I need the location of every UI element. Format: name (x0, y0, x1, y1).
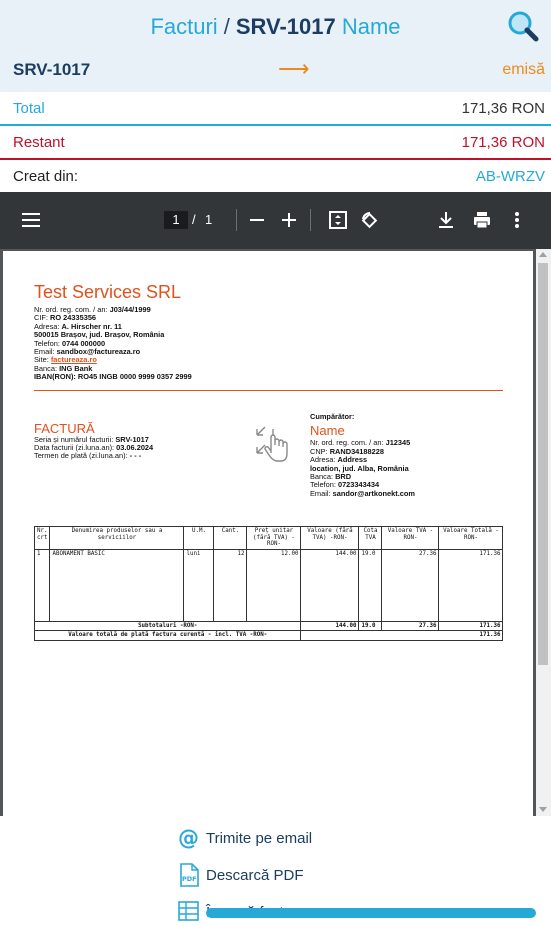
cell-vat-rate: 19.0 (359, 549, 382, 621)
table-row (35, 549, 503, 621)
subtotal-row (35, 621, 503, 631)
grand-total-label: Valoare totală de plată factura curentă - incl. TVA -RON- (35, 631, 301, 641)
detail-label: Data facturii (zi.luna.an): (34, 443, 117, 453)
svg-text:PDF: PDF (182, 875, 197, 883)
detail-label: Email: (310, 488, 333, 498)
title-doc-name: Name (341, 14, 401, 39)
rotate-icon[interactable] (360, 211, 378, 229)
detail-value: sandbox@factureaza.ro (56, 347, 141, 357)
seller-details (34, 306, 192, 382)
detail-label: Termen de plată (zi.luna.an): (34, 451, 130, 461)
cell-value: 144.00 (301, 549, 359, 621)
search-icon (505, 9, 541, 45)
detail-value: - - - (129, 451, 142, 461)
toolbar-divider (236, 209, 237, 231)
table-icon (178, 900, 200, 924)
detail-value: ING Bank (59, 363, 93, 373)
detail-label: Telefon: (310, 480, 338, 490)
zoom-in-icon[interactable] (282, 212, 296, 228)
detail-value: 03.06.2024 (116, 443, 154, 453)
buyer-heading: Cumpărător: (310, 412, 355, 421)
detail-link[interactable]: factureaza.ro (50, 355, 97, 365)
detail-line (34, 373, 192, 381)
doc-code: SRV-1017 (13, 60, 91, 79)
cell-qty: 12 (214, 549, 247, 621)
app-header (0, 0, 551, 92)
detail-label: Site: (34, 355, 51, 365)
invoice-title: FACTURĂ (34, 421, 95, 436)
scroll-down-icon[interactable] (539, 807, 547, 812)
actions-panel (0, 816, 551, 912)
svg-text:@: @ (178, 826, 199, 850)
page-title (0, 14, 551, 40)
detail-label: Telefon: (34, 338, 62, 348)
detail-value: IBAN(RON): RO45 INGB 0000 9999 0357 2999 (34, 372, 192, 382)
col-header: Preț unitar (fără TVA) -RON- (247, 527, 301, 550)
total-value: 171,36 RON (461, 100, 545, 117)
page-total: 1 (205, 212, 213, 227)
detail-value: location, jud. Alba, România (310, 463, 409, 473)
detail-line (34, 452, 153, 460)
title-doc-code: SRV-1017 (235, 14, 336, 39)
pdf-toolbar (0, 192, 551, 249)
col-header: Denumirea produselor sau a serviciilor (50, 527, 184, 550)
detail-value: SRV-1017 (115, 435, 149, 444)
scroll-thumb[interactable] (538, 263, 548, 665)
detail-value: 0723343434 (337, 480, 380, 490)
subtotal-label: Subtotaluri -RON- (35, 621, 301, 631)
download-pdf-label: Descarcă PDF (206, 867, 304, 884)
col-header: Valoare Totală -RON- (439, 527, 503, 550)
detail-line (310, 490, 415, 498)
detail-value: RO 24335356 (50, 313, 97, 323)
cell-price: 12.00 (247, 549, 301, 621)
detail-label: Nr. ord. reg. com. / an: (34, 305, 110, 314)
detail-label: Nr. ord. reg. com. / an: (310, 438, 386, 448)
outstanding-value: 171,36 RON (461, 134, 545, 151)
fit-page-icon[interactable] (329, 211, 347, 229)
invoice-details (34, 436, 153, 461)
col-header: Cota TVA (359, 527, 382, 550)
total-label: Total (13, 100, 45, 117)
pdf-scrollbar[interactable] (536, 249, 551, 816)
created-from-row (0, 160, 551, 192)
bottom-action-bar[interactable] (206, 908, 536, 918)
detail-value: A. Hirscher nr. 11 (61, 321, 122, 331)
total-row (0, 92, 551, 126)
download-icon[interactable] (438, 211, 454, 229)
col-header: Nr. crt (35, 527, 50, 550)
print-icon[interactable] (473, 211, 491, 229)
scroll-up-icon[interactable] (539, 252, 547, 257)
col-header: U.M. (184, 527, 214, 550)
table-header-row (35, 527, 503, 550)
arrow-right-icon: ⟶ (278, 56, 310, 81)
page-number-input[interactable]: 1 (164, 211, 188, 229)
buyer-name: Name (310, 423, 345, 439)
menu-icon[interactable] (22, 212, 40, 228)
detail-label: Seria și numărul facturii: (34, 435, 116, 444)
seller-company-name: Test Services SRL (34, 282, 182, 302)
grand-total-value: 171.36 (301, 631, 503, 641)
detail-label: Banca: (310, 472, 336, 482)
detail-value: 500015 Brașov, jud. Brașov, România (34, 330, 165, 340)
detail-value: J03/44/1999 (109, 305, 151, 314)
search-button[interactable] (505, 9, 541, 45)
detail-label: Adresa: (34, 321, 62, 331)
detail-label: CNP: (310, 446, 330, 456)
page-separator: / (192, 212, 196, 227)
more-icon[interactable] (514, 211, 520, 229)
col-header: Valoare TVA -RON- (382, 527, 439, 550)
detail-label: CIF: (34, 313, 51, 323)
send-email-label: Trimite pe email (206, 830, 313, 847)
subtotal-vat: 27.36 (382, 621, 439, 631)
grand-total-row (35, 631, 503, 641)
subtotal-rate: 19.0 (359, 621, 382, 631)
cell-name: ABONAMENT BASIC (50, 549, 184, 621)
toolbar-divider (310, 209, 311, 231)
detail-value: RAND34188228 (329, 446, 384, 456)
outstanding-label: Restant (13, 134, 65, 151)
outstanding-row (0, 126, 551, 160)
detail-label: Banca: (34, 363, 60, 373)
subtotal-total: 171.36 (439, 621, 503, 631)
detail-value: 0744 000000 (61, 338, 106, 348)
drag-hand-icon (255, 423, 295, 463)
zoom-out-icon[interactable] (250, 212, 264, 228)
created-from-link[interactable]: AB-WRZV (475, 168, 545, 185)
cell-vat: 27.36 (382, 549, 439, 621)
doc-status-row (0, 56, 551, 86)
subtotal-value: 144.00 (301, 621, 359, 631)
pdf-viewer[interactable] (0, 249, 551, 816)
breadcrumb-invoices[interactable]: Facturi (150, 14, 218, 39)
pdf-file-icon (178, 863, 200, 887)
cell-total: 171.36 (439, 549, 503, 621)
cell-um: luni (184, 549, 214, 621)
cell-nr: 1 (35, 549, 50, 621)
breadcrumb-separator: / (223, 14, 230, 39)
detail-label: Adresa: (310, 455, 338, 465)
pdf-page (3, 251, 533, 826)
created-from-label: Creat din: (13, 168, 79, 185)
status-badge: emisă (502, 61, 545, 78)
invoice-items-table (34, 526, 503, 641)
detail-value: BRD (335, 472, 352, 482)
at-icon (178, 826, 200, 850)
col-header: Valoare (fără TVA) -RON- (301, 527, 359, 550)
detail-value: sandor@artkonekt.com (332, 488, 415, 498)
buyer-details (310, 413, 415, 498)
col-header: Cant. (214, 527, 247, 550)
detail-value: Address (337, 455, 368, 465)
buyer-lines (310, 439, 415, 498)
detail-label: Email: (34, 347, 57, 357)
detail-value: J12345 (385, 438, 411, 448)
header-divider (34, 390, 503, 391)
